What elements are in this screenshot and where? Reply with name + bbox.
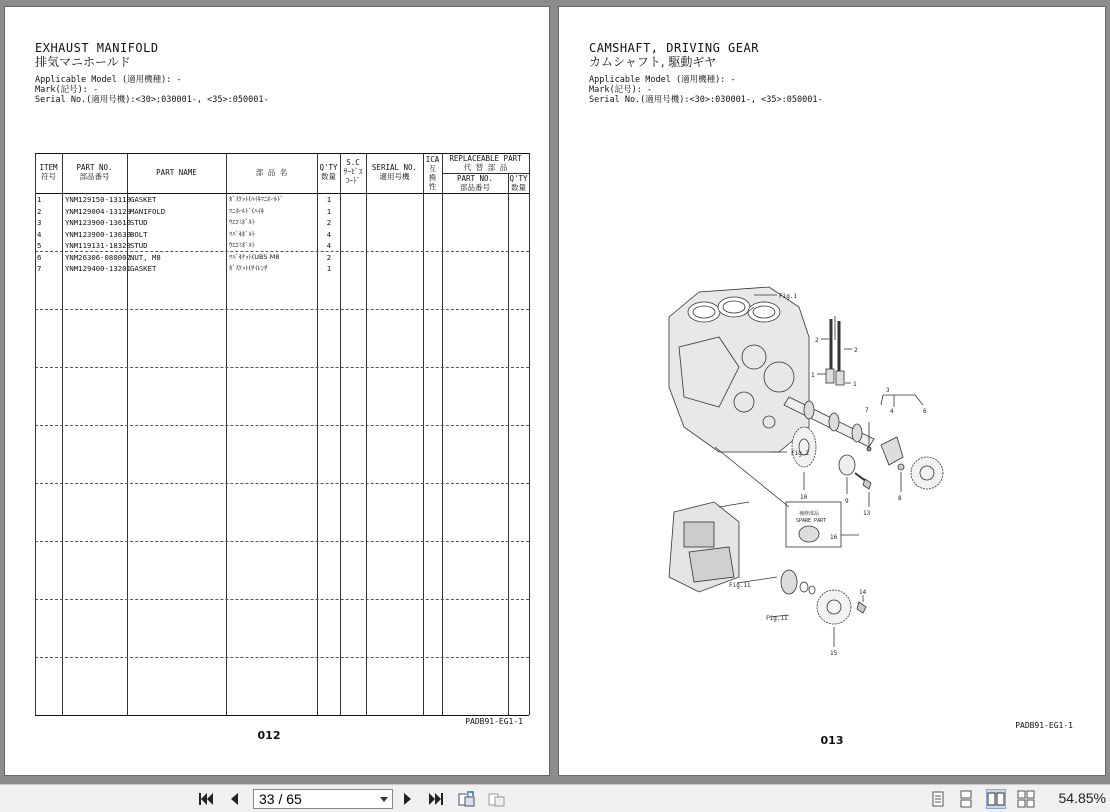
parts-table: ITEM 符号 PART NO. 部品番号 PART NAME 部 品 名 Q'TY 数量 S.C ｻｰﾋﾞｽ ｺｰﾄﾞ SERIAL NO. 適用号機 ICA 互 換 性 REPLACEABLE PART 代 替 部 品 PART NO. 部品番号 Q'TY 数量 1 YNM129150-13110 GASKET ｶﾞｽｹｯﾄ(ﾊｲｷﾏﾆﾎｰﾙﾄﾞ 1 2 YNM129004-13129 MANIFOLD ﾏﾆﾎｰﾙﾄﾞ(ﾊｲｷ 1 3 YNM123900-13610 STUD ｳｴｺﾐﾎﾞﾙﾄ 2 4 YNM123900-13630 BOLT ﾂﾊﾞｷﾎﾞﾙﾄ 4 5 YNM119131-18320 STUD ｳｴｺﾐﾎﾞﾙﾄ 4 6 YNM26306-080002 NUT, M8 ﾂﾊﾞｷﾅｯﾄ(UBS M8 2 7 YNM129400-13201 GASKET ｶﾞｽｹｯﾄ(ｻｲﾚﾝｻ 1 [35,153,529,717]
page-header [589,41,823,105]
continuous-page-icon [958,790,974,808]
page-indicator: 33 / 65 [259,791,302,807]
diagram-label-num: 6 [923,408,927,415]
previous-page-icon [227,791,241,807]
page-meta [589,75,823,105]
two-page-icon [987,791,1005,807]
page-title-jp: カムシャフト, 駆動ギヤ [589,55,717,69]
diagram-label-num: 9 [845,498,849,505]
two-page-view-button[interactable] [986,789,1006,809]
header-part-name-jp: 部 品 名 [255,168,288,177]
page-title-en: EXHAUST MANIFOLD [35,41,159,55]
header-rep-part-no: PART NO. 部品番号 [456,174,494,192]
diagram-label-num: 13 [863,510,871,517]
exploded-parts-diagram [659,277,999,657]
first-page-button[interactable] [196,789,216,809]
next-page-button[interactable] [398,789,418,809]
last-page-button[interactable] [426,789,446,809]
header-sc: S.C ｻｰﾋﾞｽ ｺｰﾄﾞ [343,158,363,185]
diagram-label-num: 2 [854,347,858,354]
previous-view-icon [457,790,477,808]
diagram-label-num: 8 [898,495,902,502]
serial-number: Serial No.(適用号機):<30>:030001-, <35>:050001- [35,95,269,105]
page-number-select[interactable] [253,789,393,809]
diagram-label-num: 10 [800,494,808,501]
page-title-en: CAMSHAFT, DRIVING GEAR [589,41,759,55]
diagram-label-fig1: Fig.1 [779,293,798,300]
header-rep-qty: Q'TY 数量 [509,174,528,192]
page-number: 013 [820,734,844,747]
diagram-label-spare-en: SPARE PART [796,518,827,524]
diagram-label-num: 3 [886,387,890,394]
page-number: 012 [257,729,281,742]
last-page-icon [427,791,445,807]
diagram-label-num: 14 [859,589,867,596]
previous-page-button[interactable] [224,789,244,809]
page-left [4,6,550,776]
diagram-label-num: 4 [890,408,894,415]
mark: Mark(記号): - [35,85,99,95]
header-qty: Q'TY 数量 [319,163,338,181]
zoom-level[interactable]: 54.85% [1058,790,1106,806]
go-forward-view-button[interactable] [487,789,507,809]
chevron-down-icon [380,797,388,802]
diagram-label-num: 2 [815,337,819,344]
go-back-view-button[interactable] [457,789,477,809]
first-page-icon [197,791,215,807]
two-page-continuous-icon [1017,790,1035,808]
header-part-no: PART NO. 部品番号 [76,163,113,181]
diagram-label-num: 7 [865,407,869,414]
serial-number: Serial No.(適用号機):<30>:030001-, <35>:050001- [589,95,823,105]
diagram-label-num: 1 [811,372,815,379]
header-replaceable: REPLACEABLE PART 代 替 部 品 [449,154,522,172]
header-item: ITEM 符号 [39,163,58,181]
single-page-icon [930,790,946,808]
applicable-model: Applicable Model (適用機種): - [589,75,736,85]
page-right [558,6,1106,776]
two-page-continuous-view-button[interactable] [1016,789,1036,809]
diagram-label-num: 16 [830,534,838,541]
page-header [35,41,269,105]
diagram-label-fig11b: Fig.11 [766,615,788,622]
diagram-label-num: 15 [830,650,838,657]
single-page-view-button[interactable] [928,789,948,809]
diagram-label-num: 1 [853,381,857,388]
next-page-icon [401,791,415,807]
header-serial-no: SERIAL NO. 適用号機 [371,163,418,181]
mark: Mark(記号): - [589,85,653,95]
header-ica: ICA 互 換 性 [425,155,440,191]
diagram-label-fig11a: Fig.11 [729,582,751,589]
doc-code: PADB91-EG1-1 [1015,721,1073,730]
viewer-toolbar [0,784,1110,812]
doc-code: PADB91-EG1-1 [465,717,523,726]
applicable-model: Applicable Model (適用機種): - [35,75,182,85]
diagram-label-spare-jp: 補修部品 [799,511,820,517]
next-view-icon [487,790,507,808]
header-part-name: PART NAME [156,168,197,177]
page-meta [35,75,269,105]
diagram-label-fig2: Fig.2 [791,450,810,457]
continuous-view-button[interactable] [956,789,976,809]
page-title-jp: 排気マニホールド [35,55,131,69]
